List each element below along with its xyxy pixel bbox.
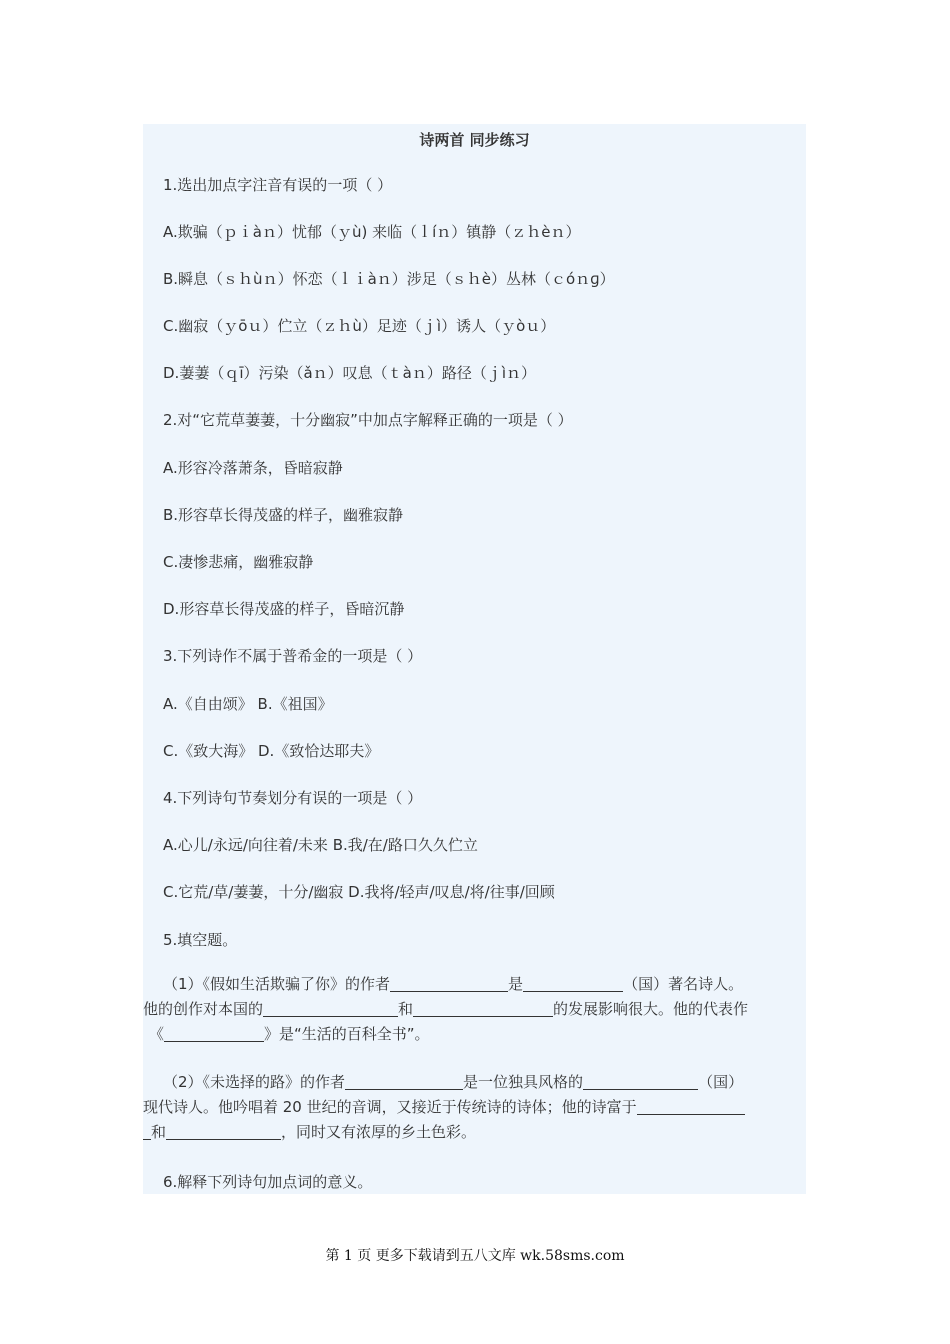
document-panel: [143, 124, 806, 1194]
fill2-text-6: ，同时又有浓厚的乡土色彩。: [281, 1123, 477, 1141]
fill-in-paragraph-1: [143, 972, 806, 1047]
question-4-options-cd: C.它荒/草/萋萋，十分/幽寂 D.我将/轻声/叹息/将/往事/回顾: [163, 883, 555, 901]
fill-in-paragraph-2: [143, 1070, 806, 1145]
fill1-text-4: 他的创作对本国的: [143, 1000, 264, 1018]
fill1-blank-masterpiece[interactable]: [164, 1024, 264, 1042]
fill1-text-3: （国）著名诗人。: [623, 975, 744, 993]
question-1-option-a: A.欺骗（ｐｉàｎ）忧郁（ｙù) 来临（ｌíｎ）镇静（ｚｈèｎ）: [163, 223, 581, 241]
fill2-text-5: 和: [151, 1123, 167, 1141]
fill1-text-1: （1）《假如生活欺骗了你》的作者: [163, 975, 391, 993]
question-3: 3.下列诗作不属于普希金的一项是（ ）: [163, 647, 423, 665]
fill1-text-2: 是: [508, 975, 524, 993]
fill2-blank-author[interactable]: [345, 1072, 463, 1090]
fill1-blank-author[interactable]: [390, 974, 508, 992]
question-6: 6.解释下列诗句加点词的意义。: [163, 1173, 373, 1191]
fill2-text-3: （国）: [698, 1073, 744, 1091]
question-2-option-b: B.形容草长得茂盛的样子，幽雅寂静: [163, 506, 404, 524]
fill1-blank-field-2[interactable]: [413, 999, 553, 1017]
fill1-text-6: 的发展影响很大。他的代表作: [553, 1000, 749, 1018]
page-footer: 第 1 页 更多下载请到五八文库 wk.58sms.com: [325, 1248, 625, 1264]
fill1-text-5: 和: [398, 1000, 414, 1018]
fill2-blank-country[interactable]: [583, 1072, 698, 1090]
fill1-text-8: 》是“生活的百科全书”。: [264, 1025, 430, 1043]
question-1: 1.选出加点字注音有误的一项（ ）: [163, 176, 393, 194]
question-2: 2.对“它荒草萋萋，十分幽寂”中加点字解释正确的一项是（ ）: [163, 411, 573, 429]
fill2-text-2: 是一位独具风格的: [463, 1073, 584, 1091]
fill2-text-1: （2）《未选择的路》的作者: [163, 1073, 346, 1091]
fill2-text-4: 现代诗人。他吟唱着 20 世纪的音调，又接近于传统诗的诗体；他的诗富于: [143, 1098, 637, 1116]
question-1-option-c: C.幽寂（ｙōｕ）伫立（ｚｈù）足迹（ｊì）诱人（ｙòｕ）: [163, 317, 556, 335]
question-2-option-a: A.形容冷落萧条，昏暗寂静: [163, 459, 343, 477]
document-title: 诗两首 同步练习: [419, 131, 530, 149]
question-2-option-d: D.形容草长得茂盛的样子，昏暗沉静: [163, 600, 405, 618]
fill1-blank-field-1[interactable]: [263, 999, 398, 1017]
fill2-blank-quality-1a[interactable]: [637, 1097, 745, 1115]
question-4: 4.下列诗句节奏划分有误的一项是（ ）: [163, 789, 423, 807]
question-4-options-ab: A.心儿/永远/向往着/未来 B.我/在/路口久久伫立: [163, 836, 478, 854]
question-5: 5.填空题。: [163, 931, 238, 949]
fill2-blank-quality-2[interactable]: [166, 1122, 281, 1140]
question-1-option-d: D.萋萋（ｑī）污染（ǎｎ）叹息（ｔàｎ）路径（ｊìｎ）: [163, 364, 537, 382]
fill1-text-7: 《: [149, 1025, 165, 1043]
fill1-blank-country[interactable]: [523, 974, 623, 992]
question-2-option-c: C.凄惨悲痛，幽雅寂静: [163, 553, 314, 571]
fill2-blank-quality-1b[interactable]: [143, 1122, 151, 1140]
question-3-options-ab: A.《自由颂》 B.《祖国》: [163, 695, 333, 713]
question-1-option-b: B.瞬息（ｓｈùｎ）怀恋（ｌｉàｎ）涉足（ｓｈè）丛林（ｃóｎɡ）: [163, 270, 615, 288]
question-3-options-cd: C.《致大海》 D.《致恰达耶夫》: [163, 742, 380, 760]
